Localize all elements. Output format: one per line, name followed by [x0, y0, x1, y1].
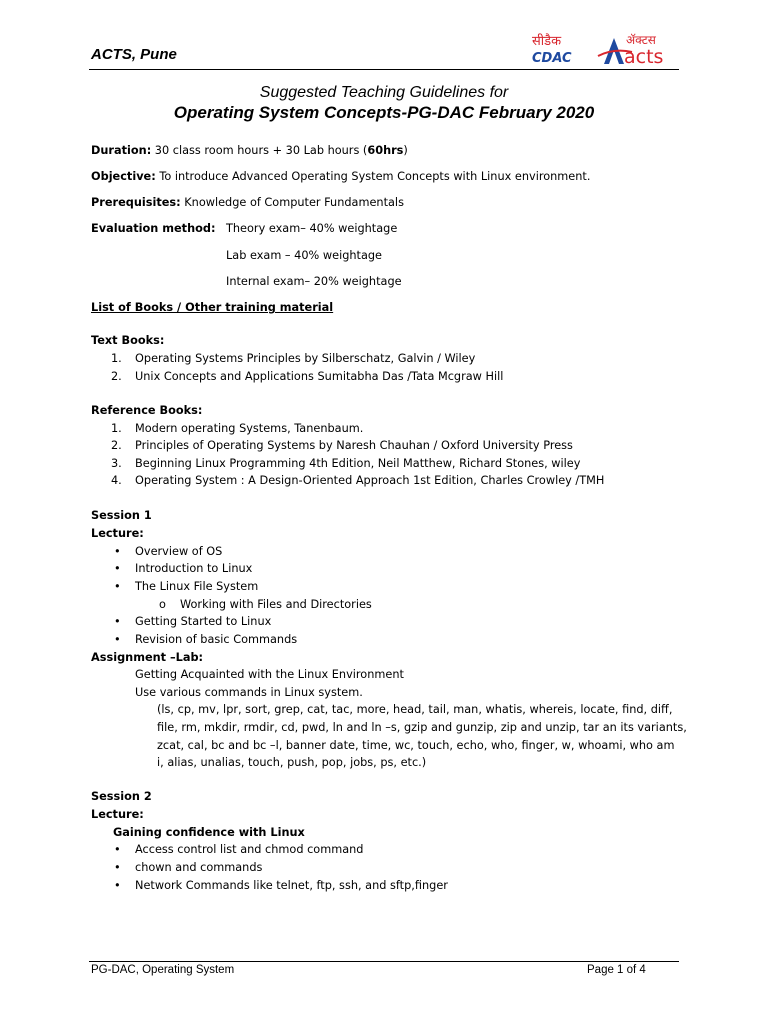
objective-label: Objective: — [91, 170, 156, 183]
lecture-item: Network Commands like telnet, ftp, ssh, and sftp,finger — [135, 879, 448, 892]
lecture-item: Access control list and chmod command — [135, 843, 364, 856]
evaluation-item: Theory exam– 40% weightage — [226, 222, 398, 235]
commands-line: (ls, cp, mv, lpr, sort, grep, cat, tac, more, head, tail, man, whatis, whereis, locate, find, diff, — [157, 703, 673, 716]
logo-hindi-acts: ॲक्टस — [626, 33, 656, 47]
objective-line — [91, 169, 590, 184]
reference-books-heading: Reference Books: — [91, 404, 203, 417]
lecture-item: Overview of OS — [135, 545, 223, 558]
lecture-item: Getting Started to Linux — [135, 615, 272, 628]
header-org: ACTS, Pune — [91, 46, 177, 63]
bullet-icon: • — [114, 545, 121, 558]
footer-page-number: Page 1 of 4 — [587, 964, 646, 976]
evaluation-item: Internal exam– 20% weightage — [226, 275, 402, 288]
duration-line — [91, 143, 408, 158]
footer-course: PG-DAC, Operating System — [91, 964, 235, 976]
bullet-icon: • — [114, 580, 121, 593]
list-number: 2. — [111, 439, 122, 452]
text-books-heading: Text Books: — [91, 334, 165, 347]
duration-label: Duration: — [91, 144, 152, 157]
evaluation-label: Evaluation method: — [91, 222, 216, 235]
text-book-item: Unix Concepts and Applications Sumitabha Das /Tata Mcgraw Hill — [135, 370, 504, 383]
session-1-heading: Session 1 — [91, 509, 152, 522]
logo-hindi-cdac: सीडैक — [532, 34, 562, 49]
logo-acts: acts — [624, 46, 664, 68]
list-number: 1. — [111, 422, 122, 435]
session-2-lecture-label: Lecture: — [91, 808, 144, 821]
assignment-lab-label: Assignment –Lab: — [91, 651, 204, 664]
commands-line: file, rm, mkdir, rmdir, cd, pwd, ln and ln –s, gzip and gunzip, zip and unzip, tar an its variants, — [157, 721, 687, 734]
lecture-item: The Linux File System — [135, 580, 259, 593]
assignment-line: Use various commands in Linux system. — [135, 686, 363, 699]
header-divider — [89, 69, 679, 70]
duration-value-a: 30 class room hours + 30 Lab hours ( — [151, 144, 368, 157]
lecture-item: chown and commands — [135, 861, 263, 874]
bullet-icon: • — [114, 861, 121, 874]
reference-book-item: Modern operating Systems, Tanenbaum. — [135, 422, 364, 435]
list-number: 2. — [111, 370, 122, 383]
list-number: 4. — [111, 474, 122, 487]
books-heading: List of Books / Other training material — [91, 301, 334, 314]
duration-value-c: ) — [403, 144, 408, 157]
cdac-acts-logo — [528, 28, 678, 68]
objective-value: To introduce Advanced Operating System Concepts with Linux environment. — [155, 170, 591, 183]
footer-divider — [89, 961, 679, 962]
session-2-subheading: Gaining confidence with Linux — [113, 826, 305, 839]
text-book-item: Operating Systems Principles by Silberschatz, Galvin / Wiley — [135, 352, 476, 365]
page-title: Operating System Concepts-PG-DAC February 2020 — [173, 103, 595, 122]
evaluation-item: Lab exam – 40% weightage — [226, 249, 383, 262]
commands-line: i, alias, unalias, touch, push, pop, jobs, ps, etc.) — [157, 756, 427, 769]
cdac-acts-logo-graphic — [528, 28, 678, 68]
session-1-lecture-label: Lecture: — [91, 527, 144, 540]
lecture-item: Revision of basic Commands — [135, 633, 298, 646]
reference-book-item: Beginning Linux Programming 4th Edition, Neil Matthew, Richard Stones, wiley — [135, 457, 581, 470]
logo-cdac: CDAC — [532, 51, 572, 66]
bullet-icon: • — [114, 843, 121, 856]
list-number: 1. — [111, 352, 122, 365]
bullet-icon: • — [114, 615, 121, 628]
reference-book-item: Principles of Operating Systems by Naresh Chauhan / Oxford University Press — [135, 439, 573, 452]
prerequisites-line — [91, 195, 404, 210]
lecture-sub-item: Working with Files and Directories — [180, 598, 372, 611]
reference-book-item: Operating System : A Design-Oriented Approach 1st Edition, Charles Crowley /TMH — [135, 474, 605, 487]
lecture-item: Introduction to Linux — [135, 562, 253, 575]
commands-line: zcat, cal, bc and bc –l, banner date, time, wc, touch, echo, who, finger, w, whoami, who am — [157, 739, 675, 752]
session-2-heading: Session 2 — [91, 790, 152, 803]
sub-bullet-icon: o — [159, 598, 166, 611]
bullet-icon: • — [114, 879, 121, 892]
prerequisites-label: Prerequisites: — [91, 196, 181, 209]
list-number: 3. — [111, 457, 122, 470]
assignment-line: Getting Acquainted with the Linux Environment — [135, 668, 404, 681]
bullet-icon: • — [114, 562, 121, 575]
page-subtitle: Suggested Teaching Guidelines for — [259, 84, 509, 101]
bullet-icon: • — [114, 633, 121, 646]
prerequisites-value: Knowledge of Computer Fundamentals — [180, 196, 404, 209]
duration-total: 60hrs — [367, 144, 404, 157]
